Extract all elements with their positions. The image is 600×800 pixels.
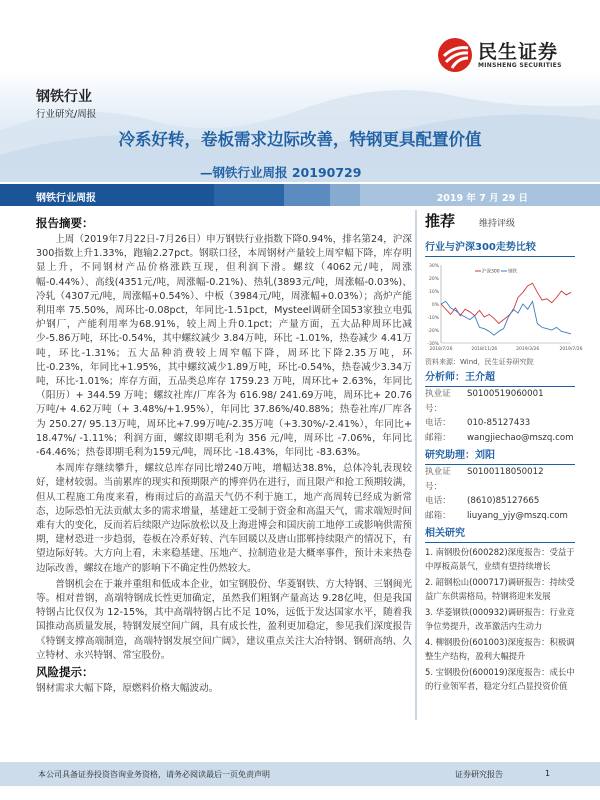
related-heading: 相关研究 [425, 527, 575, 543]
report-subtitle: —钢铁行业周报 20190729 [200, 165, 362, 180]
y-tick-label: -30% [427, 342, 439, 347]
page-number: 1 [545, 769, 551, 778]
logo-mark-icon [438, 38, 472, 72]
contact-key: 执业证号： [425, 467, 451, 492]
y-tick-label: 20% [428, 277, 439, 282]
contact-row [425, 465, 575, 494]
related-report-link[interactable]: 2. 韶钢松山(000717)调研报告：持续受益广东供需格局，特钢将迎来发展 [425, 577, 575, 601]
rating-label: 推荐 [425, 212, 456, 230]
contact-value: S0100519060001 [467, 389, 544, 399]
main-column [36, 210, 412, 698]
y-tick-label: 0% [431, 303, 439, 308]
report-title: 冷系好转，卷板需求边际改善，特钢更具配置价值 [118, 130, 482, 149]
assistant-heading: 研究助理：刘阳 [425, 449, 575, 465]
brand-name-en: MINSHENG SECURITIES [478, 61, 562, 69]
chart-title: 行业与沪深300走势比较 [425, 241, 575, 257]
contact-key: 执业证号： [425, 389, 451, 414]
legend-label: 沪深300 [482, 269, 500, 275]
y-tick-label: 10% [428, 290, 439, 295]
brand-name-cn: 民生证券 [478, 40, 559, 63]
sidebar [425, 210, 583, 693]
brand-logo [438, 38, 562, 72]
contact-key: 邮箱： [425, 432, 451, 443]
chart-source: 资料来源：Wind，民生证券研究院 [425, 358, 534, 366]
header-banner [0, 0, 600, 182]
risk-heading: 风险提示： [36, 665, 94, 680]
band-label: 钢铁行业周报 [36, 193, 96, 204]
y-tick-label: -20% [427, 329, 439, 334]
performance-chart [425, 259, 583, 355]
x-tick-label: 2018/11/26 [471, 347, 498, 352]
y-tick-label: -10% [427, 316, 439, 321]
summary-paragraph: 普钢机会在于兼并重组和低成本企业，如宝钢股份、华菱钢铁、方大特钢、三钢闽光等。相对普钢，高端特钢成长性更加确定，虽然我们粗钢产量高达 9.28亿吨，但是我国特钢占比仅仅为 12-15%，其中高端特钢占比不足 10%，远低于发达国家水平，随着我国推动高质量发展，特钢发展空间广阔，具有成长性，盈利更加稳定，参见我们深度报告《特钢支撑高端制造，高端特钢发展空间广阔》，建议重点关注大冶特钢、钢研高纳、久立特材、永兴特钢、常宝股份。 [36, 578, 412, 661]
legend-label: 钢铁 [508, 269, 517, 275]
report-date: 2019 年 7 月 29 日 [436, 193, 528, 204]
series-line-1 [441, 301, 571, 335]
footer-label: 证券研究报告 [455, 770, 503, 779]
related-report-link[interactable]: 3. 华菱钢铁(000932)调研报告：行业竞争位势提升，改革激活内生动力 [425, 607, 575, 631]
report-category: 行业研究/周报 [36, 109, 97, 120]
series-line-0 [441, 283, 571, 323]
x-tick-label: 2018/7/26 [429, 347, 453, 352]
related-report-link[interactable]: 5. 宝钢股份(600019)深度报告：成长中的行业领军者，稳定分红凸显投资价值 [425, 667, 575, 691]
contact-value[interactable]: liuyang_yjy@mszq.com [467, 510, 568, 521]
related-report-link[interactable]: 4. 柳钢股份(601003)深度报告：积极调整生产结构，盈利大幅提升 [425, 637, 575, 661]
summary-heading: 报告摘要： [36, 216, 94, 230]
analyst-heading: 分析师：王介超 [425, 371, 575, 387]
industry-label: 钢铁行业 [36, 89, 92, 105]
risk-text: 钢材需求大幅下降，原燃料价格大幅波动。 [36, 683, 219, 695]
contact-row [425, 431, 575, 446]
contact-key: 电话： [425, 418, 451, 428]
column-divider [415, 210, 417, 720]
contact-key: 邮箱： [425, 510, 451, 521]
contact-value[interactable]: wangjiechao@mszq.com [467, 432, 574, 443]
footer [0, 762, 600, 786]
contact-value: (8610)85127665 [467, 496, 540, 506]
contact-value: S0100118050012 [467, 467, 544, 477]
contact-row [425, 416, 575, 431]
contact-row [425, 494, 575, 509]
x-tick-label: 2019/3/26 [516, 347, 540, 352]
contact-value: 010-85127433 [467, 418, 531, 428]
contact-row [425, 509, 575, 524]
rating-note: 维持评级 [479, 219, 516, 229]
footer-disclaimer: 本公司具备证券投资咨询业务资格，请务必阅读最后一页免责声明 [38, 770, 270, 779]
related-report-link[interactable]: 1. 南钢股份(600282)深度报告：受益于中厚板高景气，业绩有望持续增长 [425, 547, 575, 571]
y-tick-label: 30% [428, 264, 439, 269]
summary-paragraph: 本周库存继续攀升，螺纹总库存同比增240万吨，增幅达38.8%，总体冷轧表现较好，建材较弱。当前累库的现实和预期限产的博弈仍在进行，而且限产和抢工预期较满，但从工程施工角度来看，梅雨过后的高温天气仍不利于施工，地产高周转已经成为新常态，边际恐怕无法贡献太多的需求增量，基建赶工受制于资金和高温天气，需求端短时间难有大的变化，反而若后续限产边际放松以及上海进博会和国庆前工地停工或影响供需预期，建材恐进一步趋弱，卷板在冷系好转、汽车回暖以及唐山邯郸持续限产的情况下，有望边际好转。大方向上看，未来稳基建、压地产、拉制造业是大概率事件，预计未来热卷边际改善，螺纹在地产的影响下不确定性仍然较大。 [36, 463, 412, 574]
summary-paragraph: 上周（2019年7月22日-7月26日）申万钢铁行业指数下降0.94%，排名第24，沪深300指数上升1.33%，跑输2.27pct。钢联口径，本周钢材产量较上周窄幅下降，库存明显上升，不同钢材产品价格涨跌互现，但利润下滑。螺纹（4062元/吨，周涨幅-0.44%）、高线(4351元/吨，周涨幅-0.21%)、热轧(3893元/吨，周涨幅-0.03%)、冷轧（4307元/吨，周涨幅+0.54%）、中板（3984元/吨，周涨幅+0.03%）；高炉产能利用率 75.50%，周环比-0.08pct，年同比-1.51pct，Mysteel调研全国53家独立电弧炉钢厂，产能利用率为68.91%，较上周上升0.1pct；产量方面，五大品种周环比减少-5.86万吨，环比-0.54%，其中螺纹减少 3.84万吨，环比 -1.01%，热卷减少 4.41万吨，环比-1.31%；五大品种消费较上周窄幅下降，周环比下降2.35万吨，环比-0.23%，年同比+1.95%，其中螺纹减少1.89万吨，环比-0.54%，热卷减少3.34万吨，环比-1.01%；库存方面，五品类总库存 1759.23 万吨，周环比+ 2.63%，年同比（阳历）+ 344.59 万吨；螺纹社库/厂库各为 616.98/ 241.69万吨，周环比+ 20.76万吨/+ 4.62万吨（+ 3.48%/+1.95%），年同比 37.86%/40.88%；热卷社库/厂库各为 250.27/ 95.13万吨，周环比+7.99万吨/-2.35万吨（+3.30%/-2.41%），年同比+ 18.47%/ -1.11%；利润方面，螺纹即期毛利为 356 元/吨，周环比 -7.06%，年同比 -64.46%；热卷即期毛利为159元/吨，周环比 -18.43%，年同比 -83.63%。 [36, 234, 412, 459]
contact-key: 电话： [425, 496, 451, 506]
contact-row [425, 387, 575, 416]
rating [425, 210, 575, 231]
x-tick-label: 2019/7/26 [559, 347, 583, 352]
